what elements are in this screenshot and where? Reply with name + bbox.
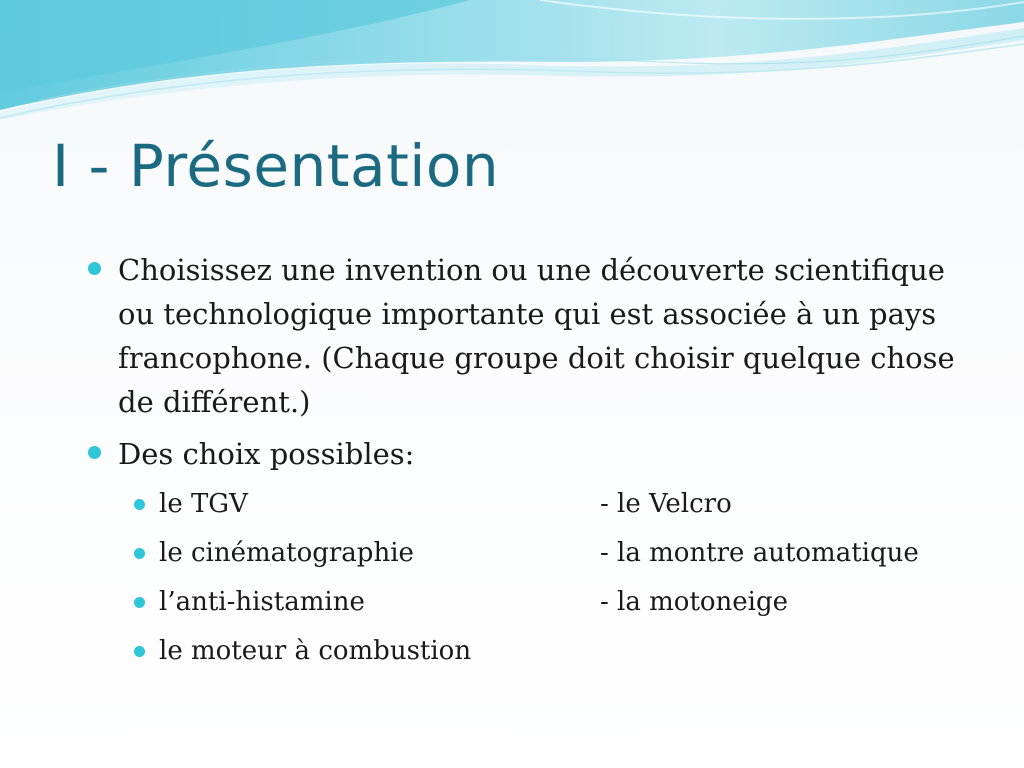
choice-row: [132, 584, 992, 633]
bullet-text: Des choix possibles:: [118, 437, 415, 471]
choice-right: - la motoneige: [600, 587, 789, 617]
choice-row: [132, 486, 992, 535]
choices-list: [132, 486, 992, 682]
bullet-dot-icon: [134, 499, 145, 510]
slide-title: I - Présentation: [52, 132, 500, 200]
bullet-item: [88, 432, 988, 476]
choice-row: [132, 633, 992, 682]
choice-right: - le Velcro: [600, 489, 732, 519]
bullet-dot-icon: [88, 446, 101, 459]
choice-left: le moteur à combustion: [159, 636, 472, 666]
bullet-dot-icon: [88, 262, 101, 275]
bullet-dot-icon: [134, 548, 145, 559]
choice-row: [132, 535, 992, 584]
bullet-dot-icon: [134, 597, 145, 608]
choice-left: le cinématographie: [159, 538, 414, 568]
bullet-dot-icon: [134, 646, 145, 657]
choice-left: l’anti-histamine: [159, 587, 365, 617]
bullet-item: [88, 248, 988, 424]
header-wave-decoration: [0, 0, 1024, 130]
bullet-list: [88, 248, 988, 484]
choice-right: - la montre automatique: [600, 538, 919, 568]
bullet-text: Choisissez une invention ou une découverte scientifique ou technologique importante qui est associée à un pays francophone. (Chaque groupe doit choisir quelque chose de différent.): [118, 253, 955, 419]
choice-left: le TGV: [159, 489, 248, 519]
